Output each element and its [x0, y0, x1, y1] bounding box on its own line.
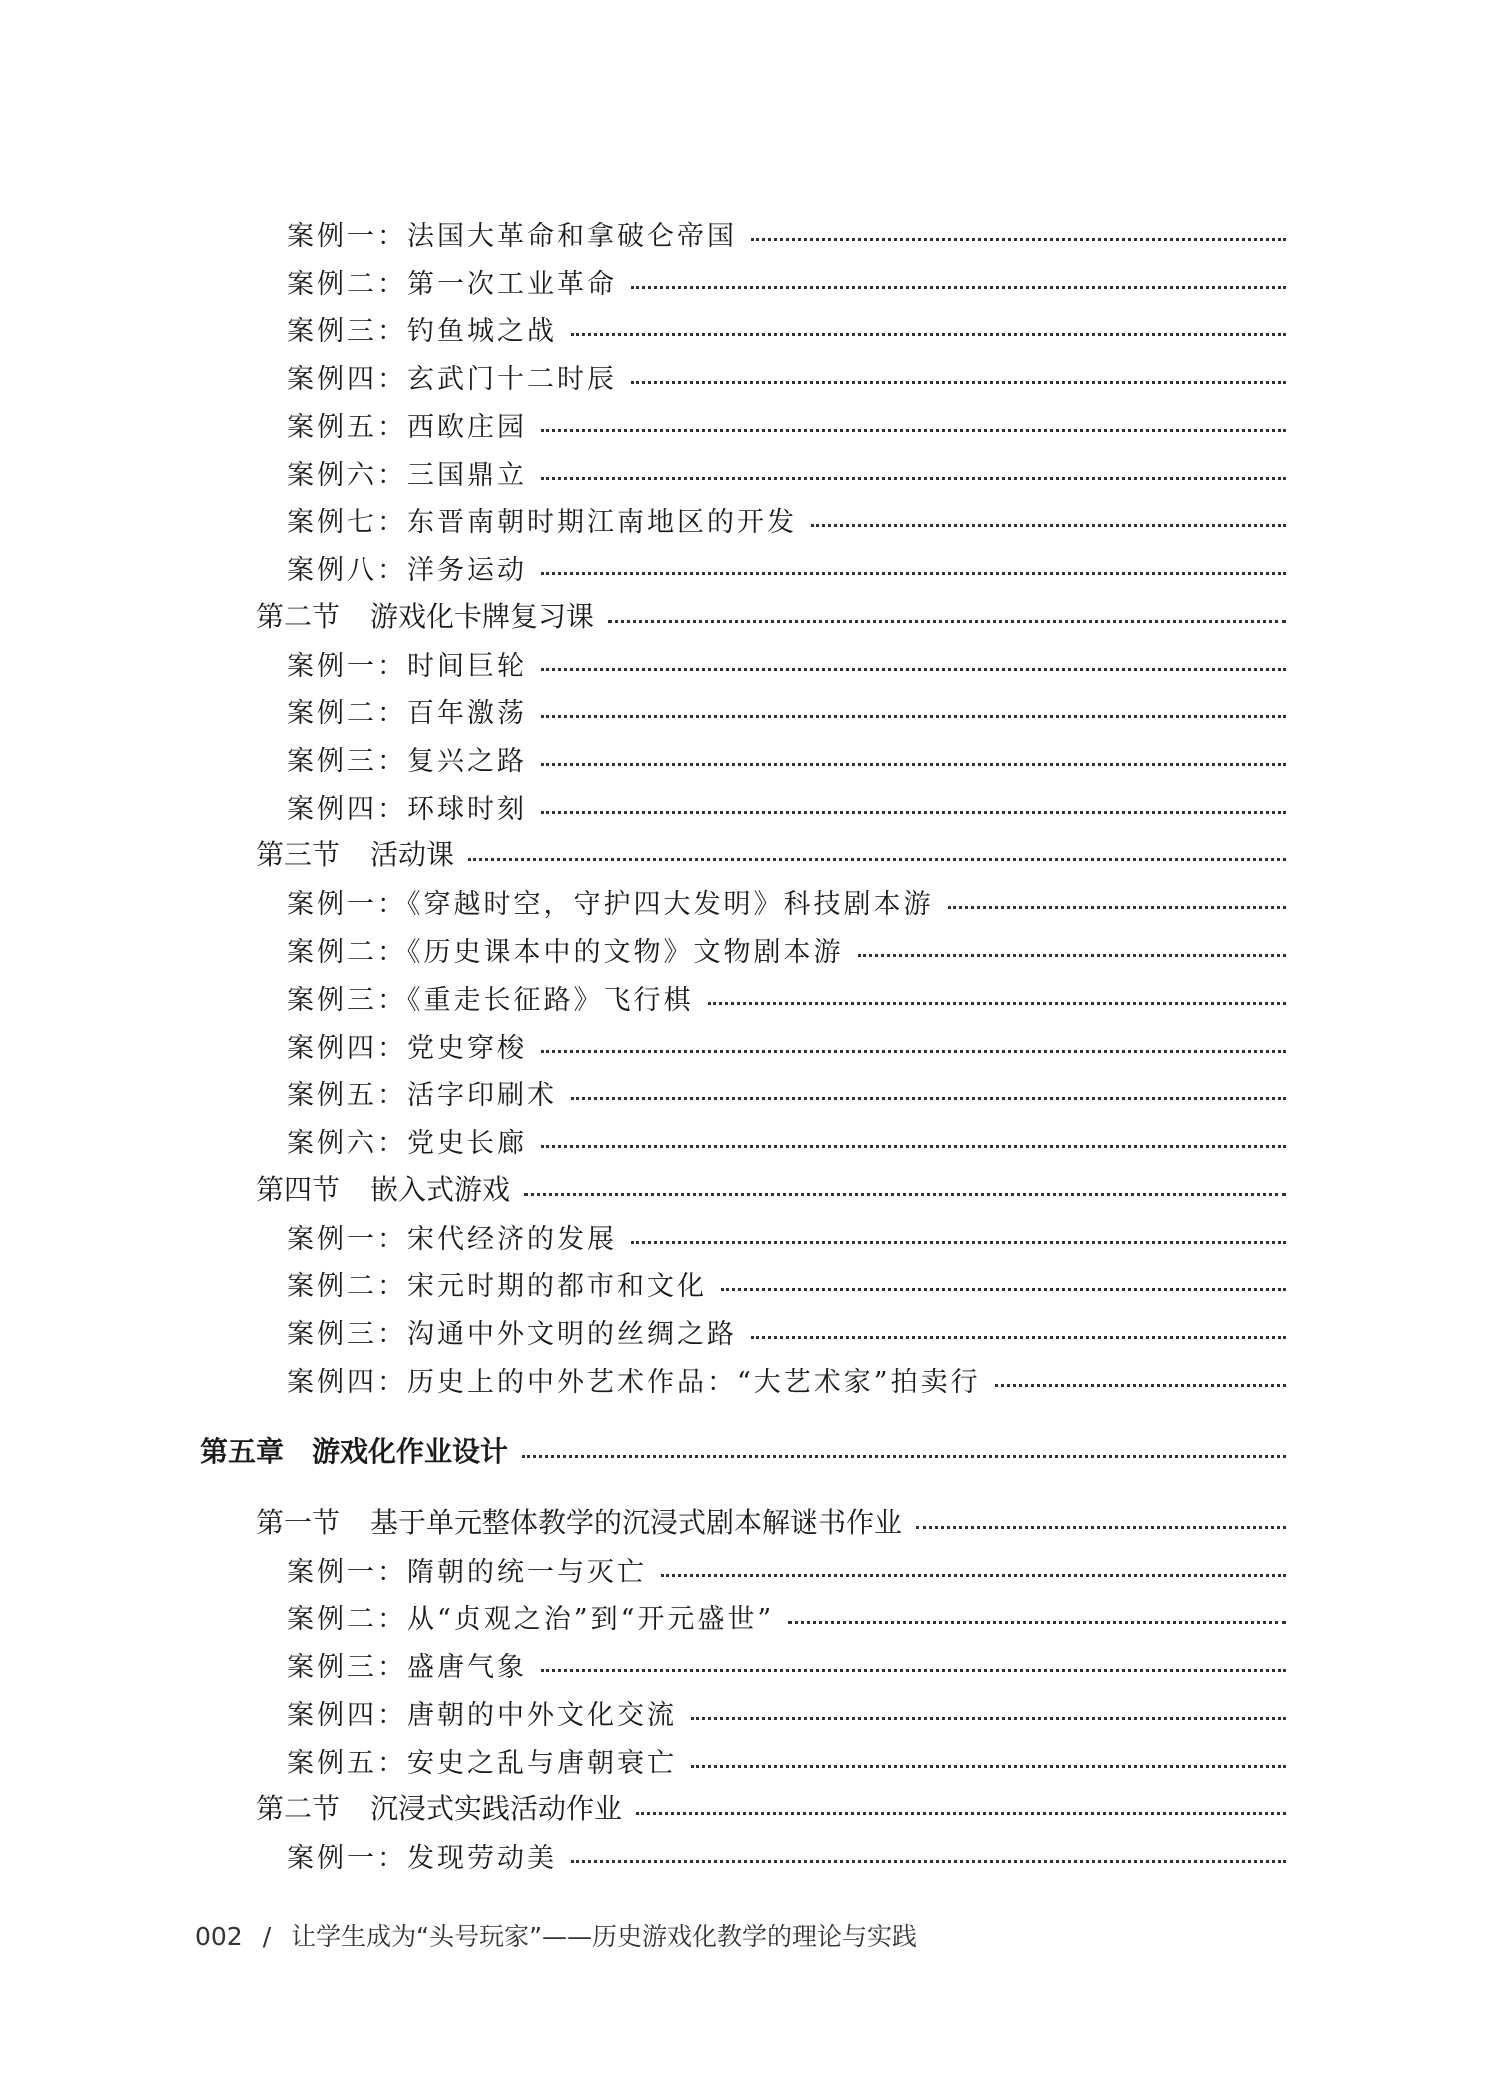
case-title: 案例七：东晋南朝时期江南地区的开发	[287, 506, 797, 538]
case-title: 案例二：宋元时期的都市和文化	[287, 1270, 707, 1302]
dot-leader	[608, 620, 1286, 623]
chapter-number: 第五章	[200, 1435, 285, 1468]
toc-entry-section	[256, 1787, 1286, 1827]
dot-leader	[661, 1574, 1286, 1577]
dot-leader	[948, 906, 1287, 909]
case-title: 案例一：隋朝的统一与灭亡	[287, 1556, 647, 1588]
dot-leader	[916, 1526, 1286, 1529]
page-number: 002	[195, 1922, 243, 1951]
dot-leader	[811, 524, 1286, 527]
toc-entry-case	[287, 404, 1286, 444]
case-title: 案例六：党史长廊	[287, 1127, 527, 1159]
dot-leader	[721, 1288, 1286, 1291]
case-title: 案例八：洋务运动	[287, 554, 527, 586]
case-title: 案例二：第一次工业革命	[287, 268, 617, 300]
dot-leader	[751, 1336, 1286, 1339]
toc-entry-case	[287, 1359, 1286, 1399]
dot-leader	[541, 429, 1286, 432]
page-footer	[195, 1917, 917, 1953]
dot-leader	[751, 238, 1286, 241]
dot-leader	[541, 477, 1286, 480]
toc-entry-case	[287, 1120, 1286, 1160]
dot-leader	[858, 954, 1287, 957]
toc-entry-case	[287, 881, 1286, 921]
dot-leader	[522, 1455, 1286, 1458]
section-number: 第二节	[256, 1792, 341, 1825]
toc-entry-case	[287, 452, 1286, 492]
case-title: 案例三：《重走长征路》飞行棋	[287, 984, 694, 1016]
section-title: 基于单元整体教学的沉浸式剧本解谜书作业	[370, 1506, 903, 1539]
dot-leader	[691, 1717, 1286, 1720]
case-title: 案例二：从“贞观之治”到“开元盛世”	[287, 1603, 775, 1635]
dot-leader	[541, 1145, 1286, 1148]
toc-entry-section	[256, 1168, 1286, 1208]
case-title: 案例四：环球时刻	[287, 793, 527, 825]
case-title: 案例一：《穿越时空，守护四大发明》科技剧本游	[287, 888, 934, 920]
toc-entry-case	[287, 261, 1286, 301]
toc-entry-case	[287, 1216, 1286, 1256]
case-title: 案例二：《历史课本中的文物》文物剧本游	[287, 936, 844, 968]
dot-leader	[691, 1765, 1286, 1768]
dot-leader	[995, 1384, 1286, 1387]
toc-entry-case	[287, 356, 1286, 396]
section-heading	[256, 595, 594, 635]
dot-leader	[541, 1050, 1286, 1053]
section-number: 第三节	[256, 838, 341, 871]
toc-entry-case	[287, 1311, 1286, 1351]
toc-entry-case	[287, 213, 1286, 253]
section-title: 嵌入式游戏	[370, 1173, 511, 1206]
dot-leader	[541, 668, 1286, 671]
section-heading	[256, 1501, 902, 1541]
toc-entry-case	[287, 929, 1286, 969]
toc-entry-case	[287, 1025, 1286, 1065]
case-title: 案例一：时间巨轮	[287, 650, 527, 682]
toc-entry-case	[287, 1740, 1286, 1780]
dot-leader	[708, 1002, 1287, 1005]
case-title: 案例三：盛唐气象	[287, 1651, 527, 1683]
dot-leader	[541, 715, 1286, 718]
dot-leader	[541, 763, 1286, 766]
dot-leader	[541, 572, 1286, 575]
section-heading	[256, 1787, 622, 1827]
section-title: 游戏化卡牌复习课	[370, 600, 595, 633]
toc-entry-case	[287, 643, 1286, 683]
dot-leader	[631, 1241, 1286, 1244]
section-heading	[256, 1168, 510, 1208]
case-title: 案例五：西欧庄园	[287, 411, 527, 443]
toc-entry-section	[256, 1501, 1286, 1541]
toc-entry-case	[287, 977, 1286, 1017]
dot-leader	[631, 286, 1286, 289]
toc-entry-case	[287, 1644, 1286, 1684]
dot-leader	[571, 333, 1286, 336]
book-title: 让学生成为“头号玩家”——历史游戏化教学的理论与实践	[291, 1922, 918, 1951]
section-title: 沉浸式实践活动作业	[370, 1792, 623, 1825]
case-title: 案例三：沟通中外文明的丝绸之路	[287, 1318, 737, 1350]
toc-entry-case	[287, 1596, 1286, 1636]
dot-leader	[571, 1860, 1286, 1863]
toc-entry-chapter	[200, 1430, 1286, 1470]
toc-entry-case	[287, 1263, 1286, 1303]
section-number: 第一节	[256, 1506, 341, 1539]
case-title: 案例一：宋代经济的发展	[287, 1223, 617, 1255]
dot-leader	[571, 1097, 1286, 1100]
case-title: 案例四：唐朝的中外文化交流	[287, 1699, 677, 1731]
footer-separator: /	[262, 1922, 272, 1951]
toc-entry-case	[287, 1072, 1286, 1112]
case-title: 案例四：党史穿梭	[287, 1032, 527, 1064]
dot-leader	[631, 381, 1286, 384]
case-title: 案例四：历史上的中外艺术作品：“大艺术家”拍卖行	[287, 1366, 981, 1398]
case-title: 案例六：三国鼎立	[287, 459, 527, 491]
chapter-title: 游戏化作业设计	[312, 1435, 509, 1468]
toc-entry-case	[287, 547, 1286, 587]
case-title: 案例五：安史之乱与唐朝衰亡	[287, 1747, 677, 1779]
section-number: 第四节	[256, 1173, 341, 1206]
dot-leader	[788, 1621, 1286, 1624]
case-title: 案例一：发现劳动美	[287, 1842, 557, 1874]
section-title: 活动课	[370, 838, 455, 871]
case-title: 案例二：百年激荡	[287, 697, 527, 729]
toc-entry-case	[287, 1835, 1286, 1875]
toc-entry-case	[287, 738, 1286, 778]
toc-entry-case	[287, 690, 1286, 730]
case-title: 案例四：玄武门十二时辰	[287, 363, 617, 395]
section-heading	[256, 833, 454, 873]
toc-entry-case	[287, 1692, 1286, 1732]
case-title: 案例三：复兴之路	[287, 745, 527, 777]
case-title: 案例一：法国大革命和拿破仑帝国	[287, 220, 737, 252]
dot-leader	[468, 858, 1286, 861]
toc-entry-section	[256, 833, 1286, 873]
dot-leader	[636, 1812, 1286, 1815]
toc-entry-section	[256, 595, 1286, 635]
dot-leader	[524, 1193, 1286, 1196]
toc-entry-case	[287, 308, 1286, 348]
dot-leader	[541, 811, 1286, 814]
dot-leader	[541, 1669, 1286, 1672]
chapter-heading	[200, 1430, 508, 1470]
case-title: 案例五：活字印刷术	[287, 1079, 557, 1111]
toc-entry-case	[287, 499, 1286, 539]
section-number: 第二节	[256, 600, 341, 633]
toc-entry-case	[287, 786, 1286, 826]
toc-entry-case	[287, 1549, 1286, 1589]
case-title: 案例三：钓鱼城之战	[287, 315, 557, 347]
